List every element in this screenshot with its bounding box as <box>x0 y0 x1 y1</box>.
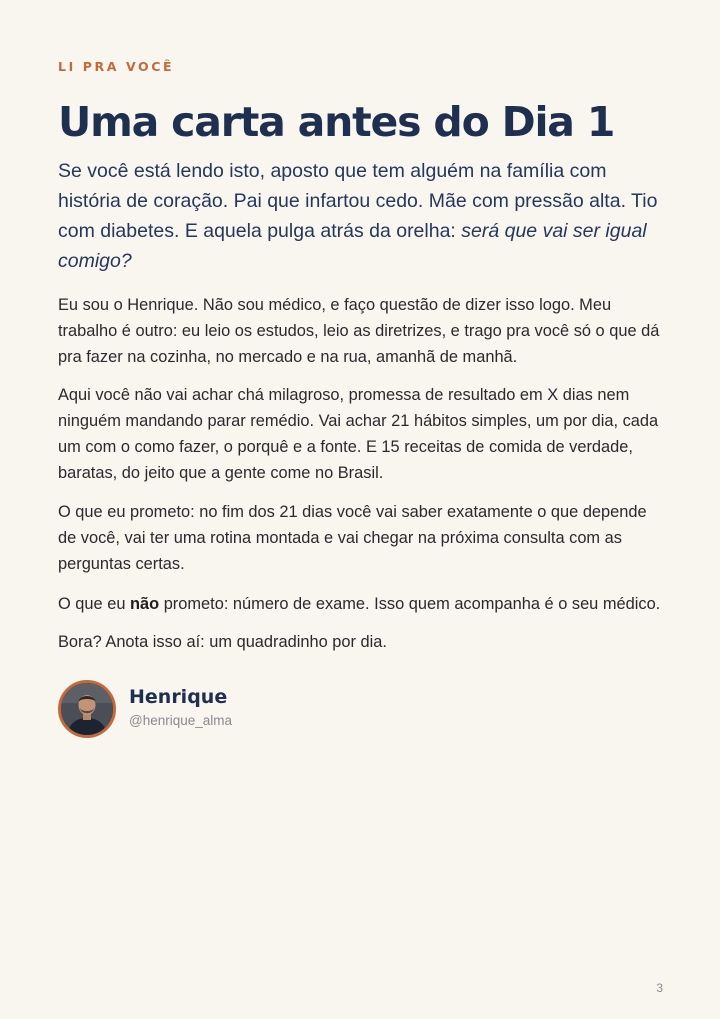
paragraph-non-promise <box>58 591 662 617</box>
non-promise-after: prometo: número de exame. Isso quem acompanha é o seu médico. <box>159 595 661 613</box>
paragraph-closing: Bora? Anota isso aí: um quadradinho por dia. <box>58 633 387 651</box>
page-title: Uma carta antes do Dia 1 <box>58 98 615 146</box>
section-eyebrow: LI PRA VOCÊ <box>58 59 175 74</box>
non-promise-bold: não <box>130 595 160 613</box>
author-name: Henrique <box>129 686 228 708</box>
author-avatar <box>58 680 116 738</box>
paragraph-promise: O que eu prometo: no fim dos 21 dias você vai saber exatamente o que depende de você, vai ter uma rotina montada e vai chegar na próxima consulta com as perguntas certas. <box>58 503 647 573</box>
author-handle: @henrique_alma <box>129 713 233 728</box>
page-number: 3 <box>656 981 663 995</box>
author-portrait-icon <box>61 683 113 735</box>
lead-paragraph <box>58 156 666 276</box>
paragraph-what-you-find: Aqui você não vai achar chá milagroso, promessa de resultado em X dias nem ninguém mandando parar remédio. Vai achar 21 hábitos simples, um por dia, cada um com o como fazer, o porquê e a fonte. E 15 receitas de comida de verdade, baratas, do jeito que a gente come no Brasil. <box>58 386 659 482</box>
lead-text: Se você está lendo isto, aposto que tem alguém na família com história de coração. Pai que infartou cedo. Mãe com pressão alta. Tio com diabetes. E aquela pulga atrás da orelha: <box>58 160 658 242</box>
lead-emphasis: será que vai ser igual comigo? <box>58 220 647 272</box>
author-signature <box>58 680 358 738</box>
non-promise-before: O que eu <box>58 595 130 613</box>
paragraph-intro: Eu sou o Henrique. Não sou médico, e faço questão de dizer isso logo. Meu trabalho é outro: eu leio os estudos, leio as diretrizes, e trago pra você só o que dá pra fazer na cozinha, no mercado e na rua, amanhã de manhã. <box>58 296 660 366</box>
